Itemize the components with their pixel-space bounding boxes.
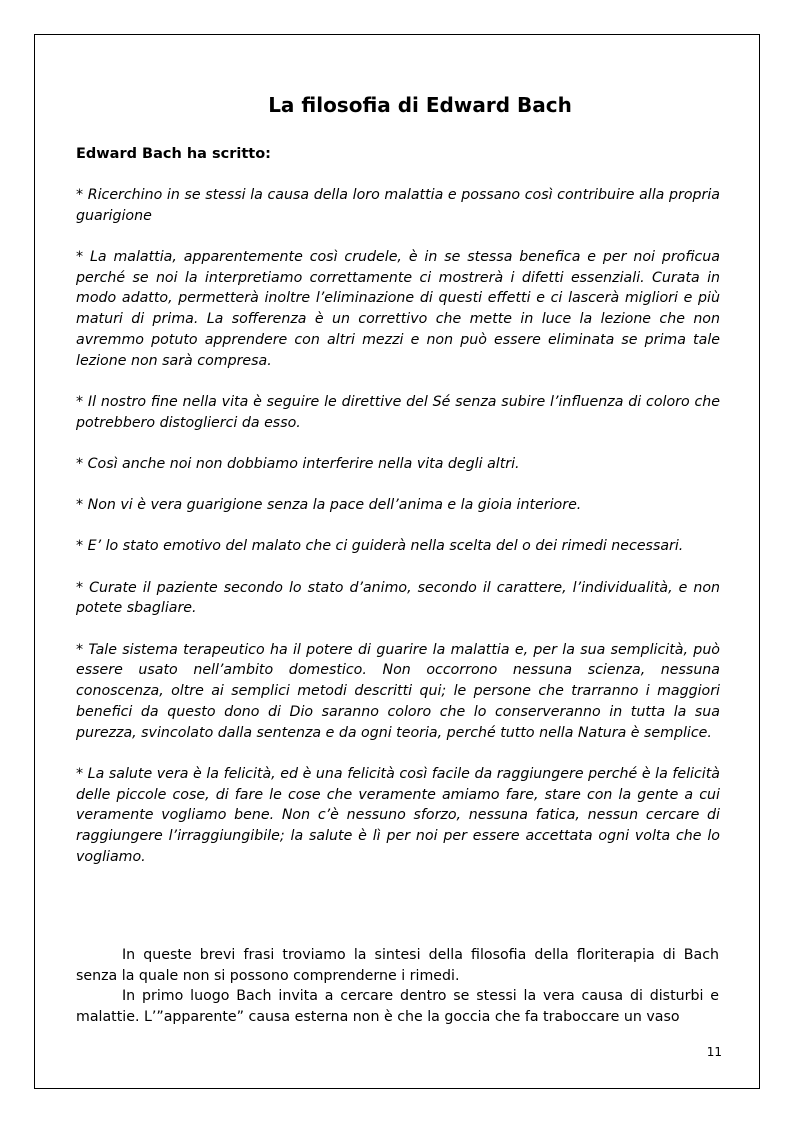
section-subtitle: Edward Bach ha scritto: (76, 146, 271, 162)
quote-paragraph: * Non vi è vera guarigione senza la pace dell’anima e la gioia interiore. (76, 497, 582, 514)
quote-paragraph: * Ricerchino in se stessi la causa della loro malattia e possano così contribuire alla propria guarigione (76, 187, 720, 224)
quote-paragraph: * Tale sistema terapeutico ha il potere di guarire la malattia e, per la sua semplicità, può essere usato nell’ambito domestico. Non occorrono nessuna scienza, nessuna conoscenza, oltre ai semplici metodi descritti qui; le persone che trarranno i maggiori benefici da questo dono di Dio saranno coloro che lo conserveranno in tutta la sua purezza, svincolato dalla sentenza e da ogni teoria, perché tutto nella Natura è semplice. (76, 641, 720, 741)
quotes-list (76, 185, 720, 888)
body-paragraph: In primo luogo Bach invita a cercare dentro se stessi la vera causa di disturbi e malattie. L’”apparente” causa esterna non è che la goccia che fa traboccare un vaso (76, 988, 719, 1026)
page-number: 11 (706, 1045, 722, 1059)
quote-paragraph: * Così anche noi non dobbiamo interferire nella vita degli altri. (76, 455, 520, 472)
quote-paragraph: * La salute vera è la felicità, ed è una felicità così facile da raggiungere perché è la felicità delle piccole cose, di fare le cose che veramente amiamo fare, stare con la gente a cui veramente vogliamo bene. Non c’è nessuno sforzo, nessuna fatica, nessun cercare di raggiungere l’irraggiungibile; la salute è lì per noi per essere accettata ogni volta che lo vogliamo. (76, 765, 720, 865)
page-title: La filosofia di Edward Bach (268, 93, 572, 117)
body-text (76, 945, 719, 1028)
quote-paragraph: * La malattia, apparentemente così crudele, è in se stessa benefica e per noi proficua perché se noi la interpretiamo correttamente ci mostrerà i difetti essenziali. Curata in modo adatto, permetterà inoltre l’eliminazione di questi effetti e ci lascerà migliori e più maturi di prima. La sofferenza è un correttivo che mette in luce la lezione che non avremmo potuto apprendere con altri mezzi e non può essere eliminata se prima tale lezione non sarà compresa. (76, 249, 720, 369)
body-paragraph: In queste brevi frasi troviamo la sintesi della filosofia della floriterapia di Bach senza la quale non si possono comprenderne i rimedi. (76, 947, 719, 984)
quote-paragraph: * Il nostro fine nella vita è seguire le direttive del Sé senza subire l’influenza di coloro che potrebbero distoglierci da esso. (76, 393, 720, 431)
quote-paragraph: * Curate il paziente secondo lo stato d’animo, secondo il carattere, l’individualità, e non potete sbagliare. (76, 579, 720, 617)
quote-paragraph: * E’ lo stato emotivo del malato che ci guiderà nella scelta del o dei rimedi necessari. (76, 538, 684, 555)
